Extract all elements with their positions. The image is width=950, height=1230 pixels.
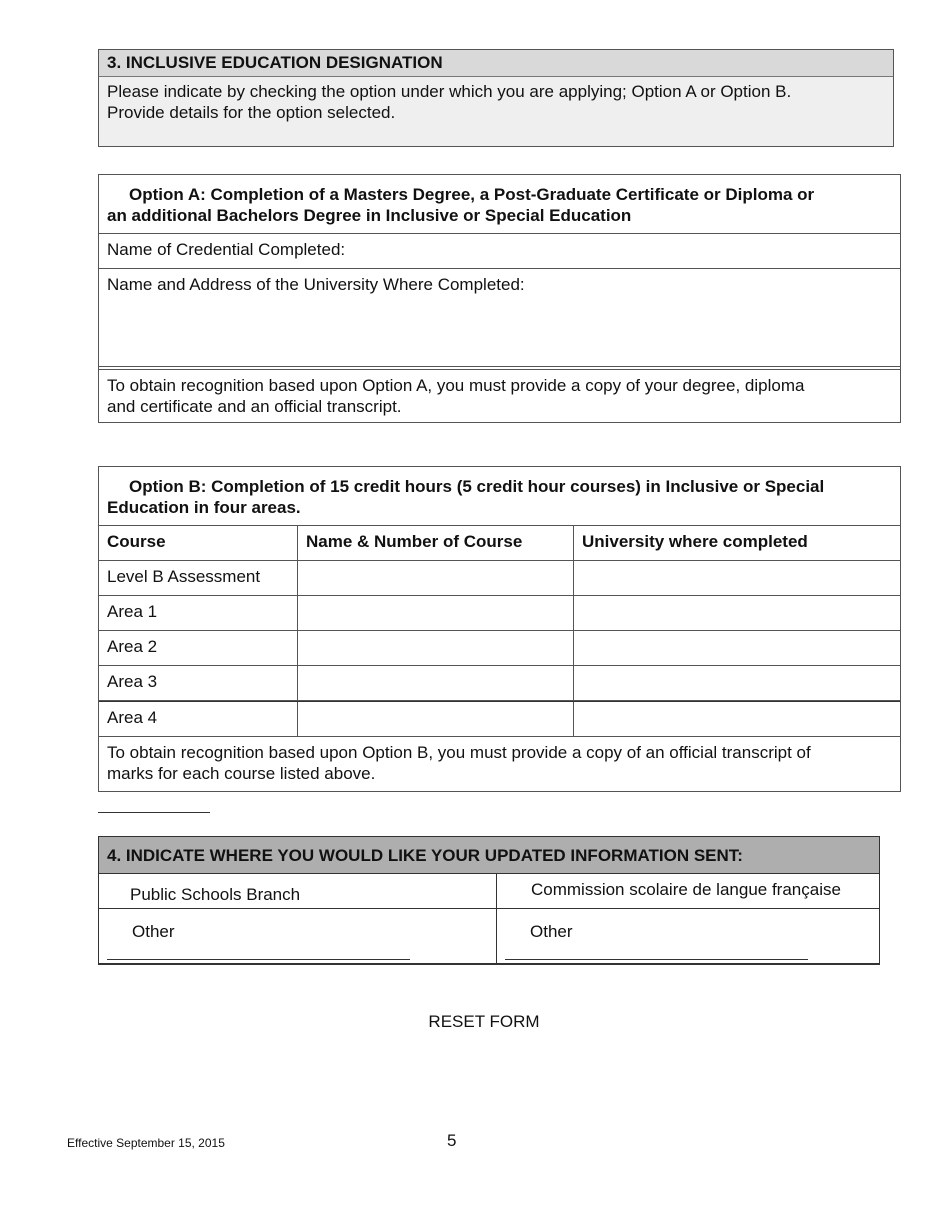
table-row [99, 701, 900, 737]
option-b-heading[interactable] [99, 467, 900, 526]
section-3-instructions [99, 77, 893, 127]
course-name-input[interactable] [298, 702, 574, 736]
table-row [99, 631, 900, 666]
other-right-input[interactable] [505, 959, 808, 960]
option-b-heading-line-1: Option B: Completion of 15 credit hours (5 credit hour courses) in Inclusive or Special [129, 477, 825, 496]
section-3-title: 3. INCLUSIVE EDUCATION DESIGNATION [99, 50, 893, 77]
university-input[interactable] [574, 561, 900, 595]
option-a-heading[interactable] [99, 175, 900, 234]
table-row [99, 596, 900, 631]
public-schools-label: Public Schools Branch [130, 885, 301, 904]
commission-scolaire-option[interactable] [497, 874, 879, 909]
credential-field[interactable] [99, 234, 900, 269]
other-right-label: Other [530, 922, 573, 941]
university-input[interactable] [574, 666, 900, 700]
footer-effective-date: Effective September 15, 2015 [67, 1136, 225, 1150]
course-name-input[interactable] [298, 666, 574, 700]
option-a-note-line-1: To obtain recognition based upon Option A, you must provide a copy of your degree, diploma [107, 376, 805, 395]
col-university: University where completed [582, 532, 808, 551]
section-4-title: 4. INDICATE WHERE YOU WOULD LIKE YOUR UPDATED INFORMATION SENT: [99, 837, 879, 874]
course-name-input[interactable] [298, 596, 574, 630]
instructions-line-1: Please indicate by checking the option under which you are applying; Option A or Option B. [107, 82, 792, 101]
row-label: Level B Assessment [99, 561, 298, 595]
section-3-box [98, 49, 894, 147]
section-4-box [98, 836, 880, 965]
option-a-table [98, 174, 901, 423]
row-label: Area 2 [99, 631, 298, 665]
other-left-option[interactable] [99, 909, 497, 964]
divider [98, 812, 210, 813]
row-label: Area 1 [99, 596, 298, 630]
row-label: Area 3 [99, 666, 298, 700]
university-input[interactable] [574, 631, 900, 665]
university-address-field[interactable] [99, 269, 900, 367]
commission-scolaire-label: Commission scolaire de langue française [531, 880, 841, 899]
university-input[interactable] [574, 596, 900, 630]
credential-label: Name of Credential Completed: [107, 240, 346, 259]
option-b-table [98, 466, 901, 792]
option-a-heading-line-1: Option A: Completion of a Masters Degree, a Post-Graduate Certificate or Diploma or [129, 185, 815, 204]
other-left-label: Other [132, 922, 175, 941]
option-b-header-row [99, 526, 900, 561]
option-b-note-line-2: marks for each course listed above. [107, 764, 376, 783]
university-input[interactable] [574, 702, 900, 736]
course-name-input[interactable] [298, 631, 574, 665]
row-label: Area 4 [99, 702, 298, 736]
option-b-heading-line-2: Education in four areas. [107, 498, 301, 517]
option-a-note-line-2: and certificate and an official transcript. [107, 397, 402, 416]
col-course: Course [99, 526, 298, 560]
option-b-note-line-1: To obtain recognition based upon Option B, you must provide a copy of an official transcript of [107, 743, 811, 762]
option-a-heading-line-2: an additional Bachelors Degree in Inclusive or Special Education [107, 206, 632, 225]
option-b-note [99, 737, 900, 792]
col-name-number: Name & Number of Course [298, 526, 574, 560]
university-address-label: Name and Address of the University Where Completed: [107, 275, 525, 294]
table-row [99, 666, 900, 701]
other-left-input[interactable] [107, 959, 410, 960]
other-right-option[interactable] [497, 909, 879, 964]
table-row [99, 561, 900, 596]
public-schools-option[interactable] [99, 874, 497, 909]
page-number: 5 [447, 1131, 457, 1150]
course-name-input[interactable] [298, 561, 574, 595]
reset-form-button[interactable]: RESET FORM [404, 1008, 564, 1036]
instructions-line-2: Provide details for the option selected. [107, 103, 396, 122]
option-a-note [99, 369, 900, 423]
